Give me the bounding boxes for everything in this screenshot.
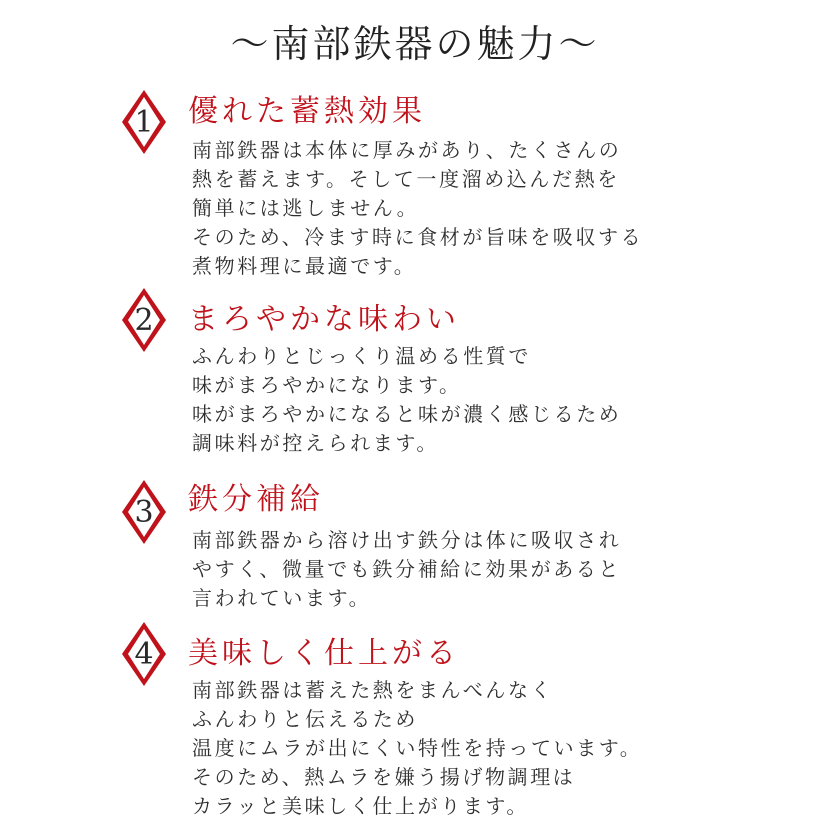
description-line: 味がまろやかになると味が濃く感じるため — [192, 402, 622, 426]
description-line: 味がまろやかになります。 — [192, 373, 462, 397]
feature-heading-3: 鉄分補給 — [188, 482, 324, 517]
feature-heading-2: まろやかな味わい — [188, 302, 460, 337]
diamond-number-badge-3 — [120, 478, 168, 546]
description-line: 熱を蓄えます。そして一度溜め込んだ熱を — [192, 167, 620, 191]
description-line: 南部鉄器から溶け出す鉄分は体に吸収され — [192, 528, 622, 552]
description-line: 温度にムラが出にくい特性を持っています。 — [192, 736, 643, 760]
feature-heading-4: 美味しく仕上がる — [188, 636, 460, 671]
feature-heading-1: 優れた蓄熱効果 — [188, 94, 426, 129]
diamond-number-badge-2 — [120, 286, 168, 354]
feature-description-3 — [192, 526, 621, 613]
feature-description-1 — [192, 136, 643, 281]
description-line: 簡単には逃しません。 — [192, 196, 420, 220]
description-line: 煮物料理に最適です。 — [192, 254, 417, 278]
description-line: 南部鉄器は蓄えた熱をまんべんなく — [192, 678, 554, 702]
diamond-number-badge-1 — [120, 88, 168, 156]
feature-description-4 — [192, 676, 642, 821]
diamond-number-badge-4 — [120, 620, 168, 688]
badge-number-1: 1 — [134, 105, 154, 140]
description-line: カラッと美味しく仕上がります。 — [192, 794, 529, 818]
badge-number-4: 4 — [134, 637, 154, 672]
description-line: 調味料が控えられます。 — [192, 431, 439, 455]
page-title: ～南部鉄器の魅力～ — [230, 22, 600, 66]
description-line: そのため、冷ます時に食材が旨味を吸収する — [192, 225, 644, 249]
badge-number-3: 3 — [134, 495, 154, 530]
description-line: そのため、熱ムラを嫌う揚げ物調理は — [192, 765, 576, 789]
feature-description-2 — [192, 342, 621, 458]
description-line: 言われています。 — [192, 586, 372, 610]
description-line: 南部鉄器は本体に厚みがあり、たくさんの — [192, 138, 622, 162]
badge-number-2: 2 — [134, 303, 154, 338]
description-line: やすく、微量でも鉄分補給に効果があると — [192, 557, 621, 581]
description-line: ふんわりとじっくり温める性質で — [192, 344, 531, 368]
description-line: ふんわりと伝えるため — [192, 707, 418, 731]
